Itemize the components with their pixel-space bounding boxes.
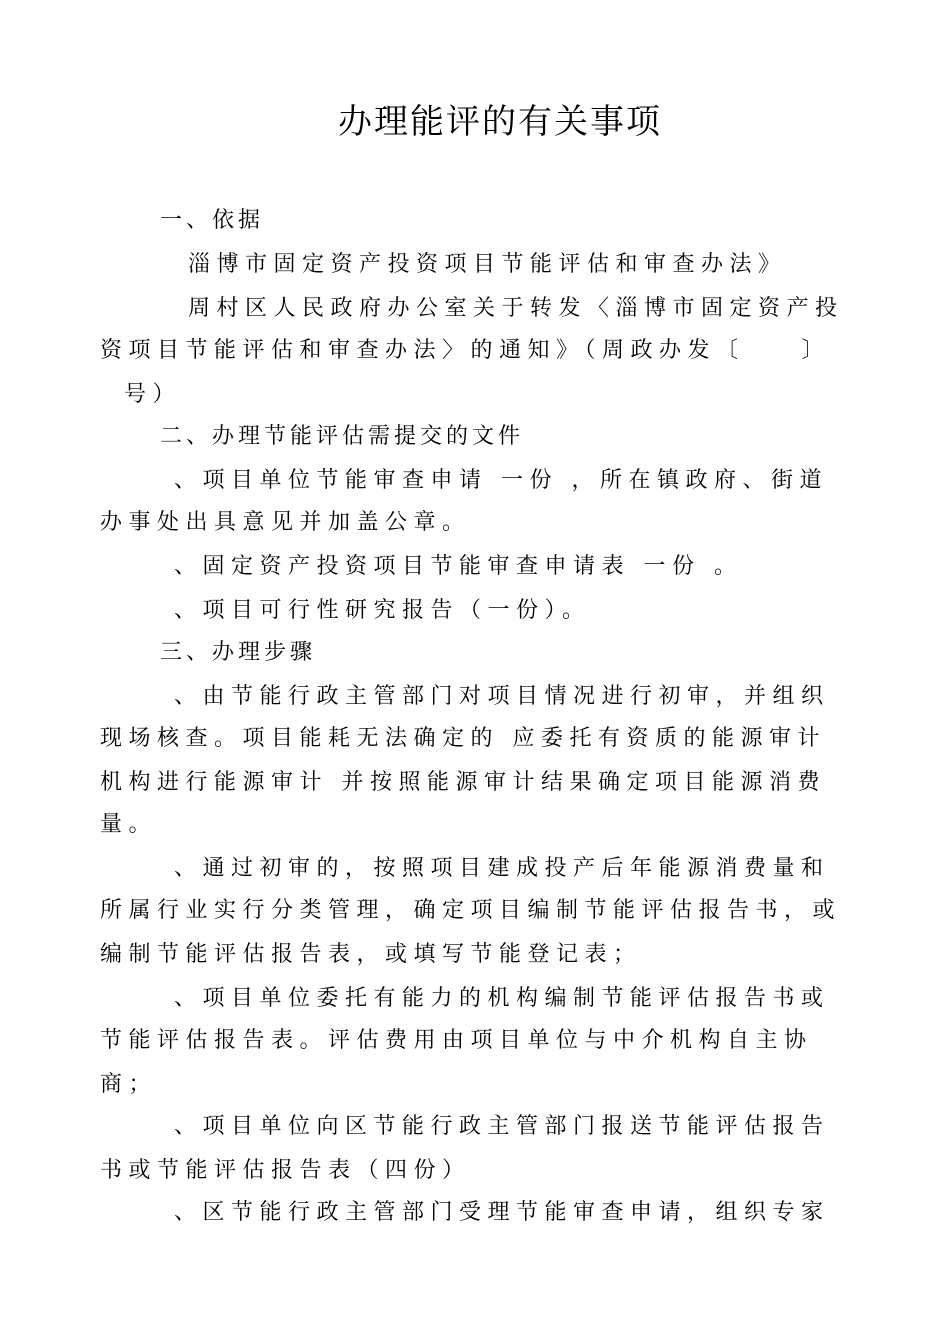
paragraph-line: 、项目单位委托有能力的机构编制节能评估报告书或 (174, 986, 830, 1011)
paragraph-line: 量。 (100, 812, 158, 837)
paragraph-line: 、固定资产投资项目节能审查申请表 一份 。 (174, 554, 743, 579)
paragraph-line: 办事处出具意见并加盖公章。 (100, 510, 471, 535)
paragraph-line: 、通过初审的，按照项目建成投产后年能源消费量和 (174, 856, 830, 881)
paragraph-line: 、由节能行政主管部门对项目情况进行初审，并组织 (174, 684, 830, 709)
paragraph-line: 资项目节能评估和审查办法〉的通知》（周政办发〔 〕 (100, 338, 831, 363)
paragraph-line: 机构进行能源审计 并按照能源审计结果确定项目能源消费 (100, 770, 826, 795)
section-heading-steps: 三、办理步骤 (160, 640, 317, 665)
paragraph-line: 编制节能评估报告表，或填写节能登记表； (100, 942, 642, 967)
paragraph-line: 、区节能行政主管部门受理节能审查申请，组织专家 (174, 1200, 830, 1225)
paragraph-line: 、项目单位节能审查申请 一份 ，所在镇政府、街道 (174, 468, 828, 493)
paragraph-line: 现场核查。项目能耗无法确定的 应委托有资质的能源审计 (100, 726, 826, 751)
paragraph-line: 所属行业实行分类管理，确定项目编制节能评估报告书，或 (100, 898, 842, 923)
section-heading-documents: 二、办理节能评估需提交的文件 (160, 424, 525, 449)
section-heading-basis: 一、依据 (160, 208, 265, 233)
paragraph-line: 节能评估报告表。评估费用由项目单位与中介机构自主协 (100, 1028, 813, 1053)
paragraph-line: 、项目单位向区节能行政主管部门报送节能评估报告 (174, 1114, 830, 1139)
paragraph-line: 商； (100, 1072, 158, 1097)
paragraph-line: 号） (124, 382, 182, 407)
document-title: 办理能评的有关事项 (338, 102, 662, 142)
paragraph-line: 书或节能评估报告表（四份） (100, 1158, 471, 1183)
paragraph-line: 、项目可行性研究报告（一份）。 (174, 598, 591, 623)
paragraph-line: 淄博市固定资产投资项目节能评估和审查办法》 (188, 252, 787, 277)
paragraph-line: 周村区人民政府办公室关于转发〈淄博市固定资产投 (188, 296, 844, 321)
